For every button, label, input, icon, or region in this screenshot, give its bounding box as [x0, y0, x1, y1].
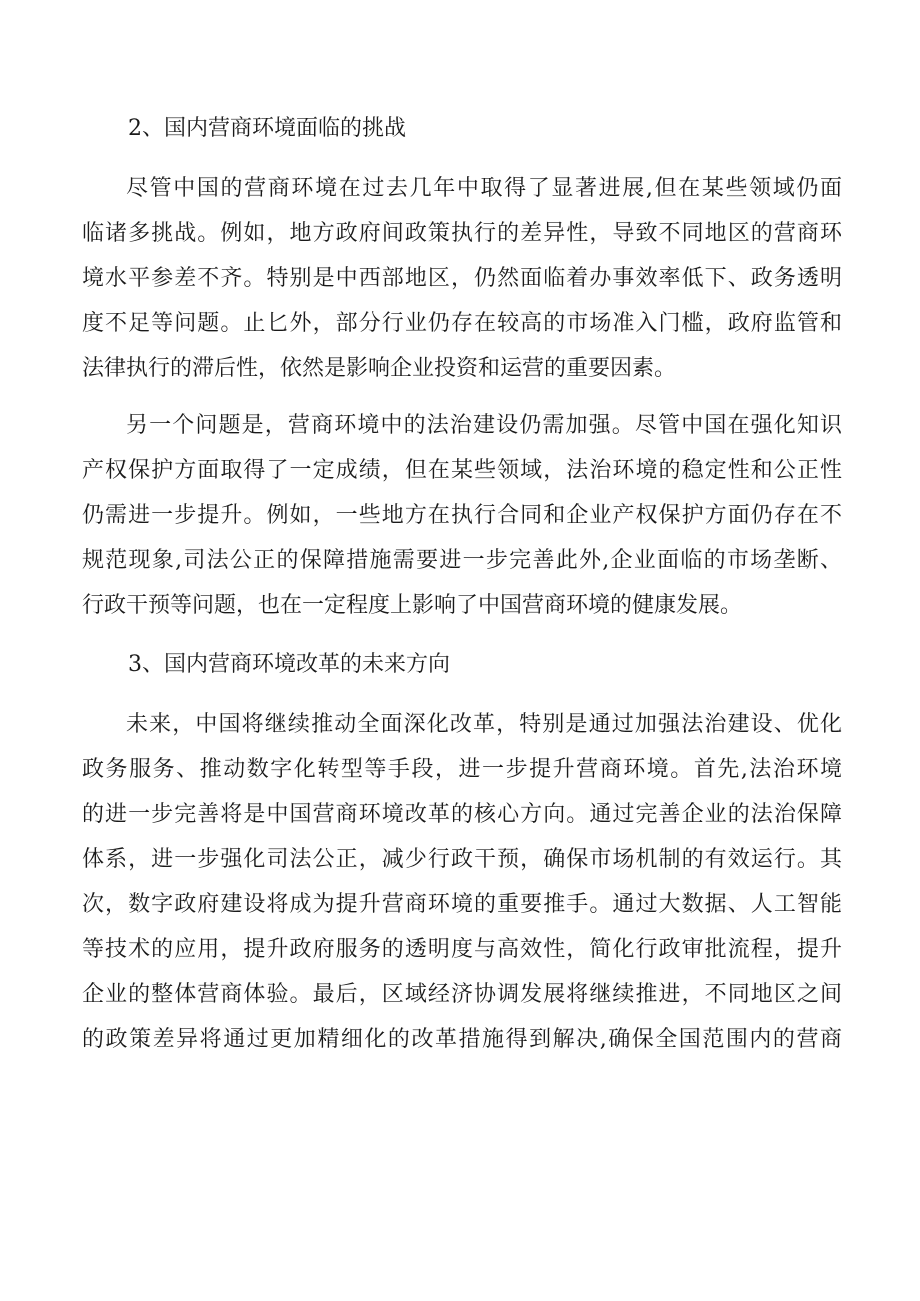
paragraph-line: 的政策差异将通过更加精细化的改革措施得到解决,确保全国范围内的营商 [82, 1027, 842, 1052]
paragraph-line: 规范现象,司法公正的保障措施需要进一步完善此外,企业面临的市场垄断、 [82, 548, 842, 573]
paragraph-line: 产权保护方面取得了一定成绩，但在某些领域，法治环境的稳定性和公正性 [82, 458, 842, 483]
paragraph-line: 政务服务、推动数字化转型等手段，进一步提升营商环境。首先,法治环境 [82, 757, 842, 782]
paragraph-line: 临诸多挑战。例如，地方政府间政策执行的差异性，导致不同地区的营商环 [82, 221, 842, 246]
paragraph-line: 企业的整体营商体验。最后，区域经济协调发展将继续推进，不同地区之间 [82, 982, 842, 1007]
paragraph-line: 另一个问题是，营商环境中的法治建设仍需加强。尽管中国在强化知识 [126, 413, 842, 438]
paragraph-line: 体系，进一步强化司法公正，减少行政干预，确保市场机制的有效运行。其 [82, 847, 842, 872]
document-body [82, 104, 842, 1074]
paragraph-line: 等技术的应用，提升政府服务的透明度与高效性，简化行政审批流程，提升 [82, 937, 842, 962]
paragraph-challenges [82, 166, 842, 391]
paragraph-line: 次，数字政府建设将成为提升营商环境的重要推手。通过大数据、人工智能 [82, 892, 842, 917]
paragraph-line: 境水平参差不齐。特别是中西部地区，仍然面临着办事效率低下、政务透明 [82, 266, 842, 291]
paragraph-line: 尽管中国的营商环境在过去几年中取得了显著进展,但在某些领域仍面 [126, 176, 842, 201]
paragraph-rule-of-law [82, 403, 842, 628]
section-2-heading: 2、国内营商环境面临的挑战 [128, 116, 406, 141]
section-3-heading: 3、国内营商环境改革的未来方向 [128, 652, 450, 677]
paragraph-future-direction [82, 702, 842, 1062]
paragraph-line: 未来，中国将继续推动全面深化改革，特别是通过加强法治建设、优化 [126, 712, 842, 737]
paragraph-line: 的进一步完善将是中国营商环境改革的核心方向。通过完善企业的法治保障 [82, 802, 842, 827]
paragraph-line: 仍需进一步提升。例如，一些地方在执行合同和企业产权保护方面仍存在不 [82, 503, 842, 528]
paragraph-line: 度不足等问题。止匕外，部分行业仍存在较高的市场准入门槛，政府监管和 [82, 311, 842, 336]
paragraph-line: 法律执行的滞后性，依然是影响企业投资和运营的重要因素。 [82, 356, 677, 381]
paragraph-line: 行政干预等问题，也在一定程度上影响了中国营商环境的健康发展。 [82, 593, 743, 618]
